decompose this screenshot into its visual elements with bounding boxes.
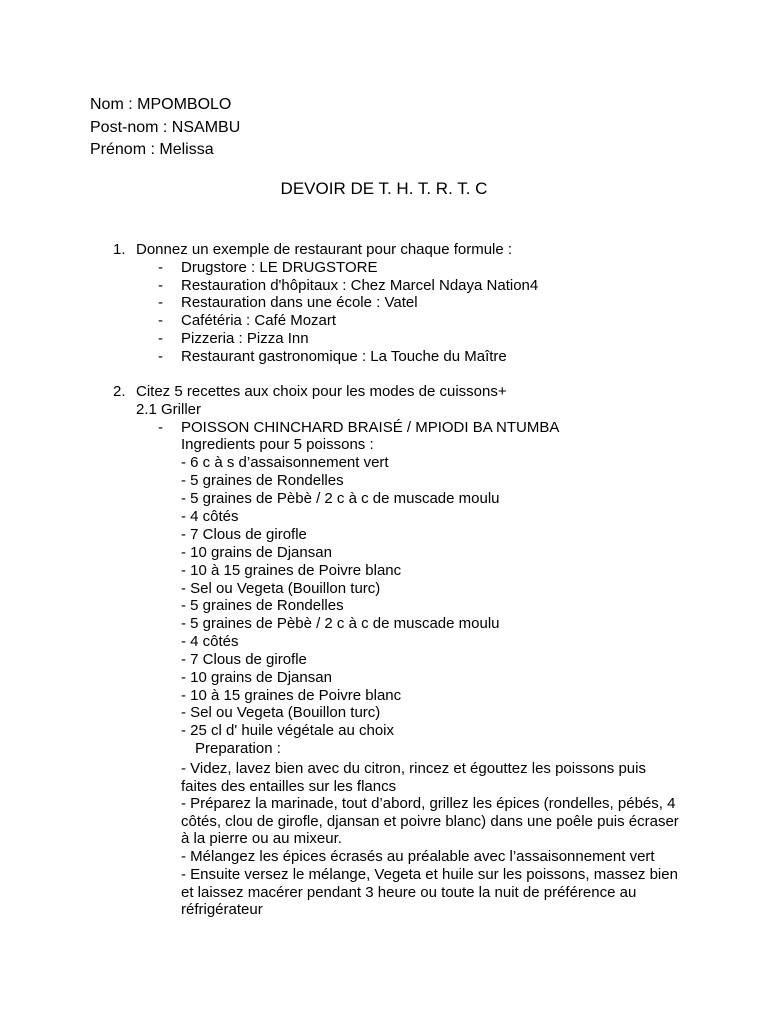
question-2-number: 2. <box>113 383 126 400</box>
ingredient-line: - 25 cl d' huile végétale au choix <box>181 722 394 739</box>
ingredient-line: - 5 graines de Pèbè / 2 c à c de muscade moulu <box>181 490 500 507</box>
question-2-text: Citez 5 recettes aux choix pour les modes de cuissons+ <box>136 383 507 400</box>
student-prenom: Prénom : Melissa <box>90 141 214 158</box>
ingredient-line: - 5 graines de Pèbè / 2 c à c de muscade moulu <box>181 615 500 632</box>
question-1-number: 1. <box>113 241 126 258</box>
student-info <box>90 94 240 162</box>
preparation-step: - Préparez la marinade, tout d’abord, grillez les épices (rondelles, pébés, 4 côtés, clou de girofle, djansan et poivre blanc) dans une poêle puis écraser à la pierre ou au mixeur. <box>181 795 679 848</box>
preparation-step: - Mélangez les épices écrasés au préalable avec l’assaisonnement vert <box>181 848 655 865</box>
ingredients-heading: Ingredients pour 5 poissons : <box>181 436 374 453</box>
ingredient-line: - 4 côtés <box>181 633 239 650</box>
ingredient-line: - 6 c à s d’assaisonnement vert <box>181 454 389 471</box>
document-page: Nom : MPOMBOLO Post-nom : NSAMBU Prénom : Melissa DEVOIR DE T. H. T. R. T. C 1. Donnez un exemple de restaurant pour chaque formule : - Drugstore : LE DRUGSTORE - Restauration d'hôpitaux : Chez Marcel Ndaya Nation4 - Restauration dans une école : Vatel - Cafétéria : Café Mozart - Pizzeria : Pizza Inn - Restaurant gastronomique : La Touche du Maître 2. Citez 5 recettes aux choix pour les modes de cuissons+ 2.1 Griller - POISSON CHINCHARD BRAISÉ / MPIODI BA NTUMBA Ingredients pour 5 poissons : - 6 c à s d’assaisonnement vert - 5 graines de Rondelles - 5 graines de Pèbè / 2 c à c de muscade moulu - 4 côtés - 7 Clous de girofle - 10 grains de Djansan - 10 à 15 graines de Poivre blanc - Sel ou Vegeta (Bouillon turc) - 5 graines de Rondelles - 5 graines de Pèbè / 2 c à c de muscade moulu - 4 côtés - 7 Clous de girofle - 10 grains de Djansan - 10 à 15 graines de Poivre blanc - Sel ou Vegeta (Bouillon turc) - 25 cl d' huile végétale au choix Preparation : - Videz, lavez bien avec du citron, rincez et égouttez les poissons puis faites des entailles sur les flancs - Préparez la marinade, tout d’abord, grillez les épices (rondelles, pébés, 4 côtés, clou de girofle, djansan et poivre blanc) dans une poêle puis écraser à la pierre ou au mixeur. - Mélangez les épices écrasés au préalable avec l’assaisonnement vert - Ensuite versez le mélange, Vegeta et huile sur les poissons, massez bien et laissez macérer pendant 3 heure ou toute la nuit de préférence au réfrigérateur <box>0 0 768 1024</box>
ingredient-line: - 4 côtés <box>181 508 239 525</box>
ingredient-line: - 5 graines de Rondelles <box>181 597 344 614</box>
ingredient-line: - 10 à 15 graines de Poivre blanc <box>181 687 402 704</box>
preparation-heading: Preparation : <box>195 740 281 757</box>
ingredient-line: - 7 Clous de girofle <box>181 651 307 668</box>
ingredient-line: - 7 Clous de girofle <box>181 526 307 543</box>
ingredient-line: - 5 graines de Rondelles <box>181 472 344 489</box>
ingredient-line: - Sel ou Vegeta (Bouillon turc) <box>181 704 381 721</box>
question-1-text: Donnez un exemple de restaurant pour chaque formule : <box>136 241 513 258</box>
subsection-heading: 2.1 Griller <box>136 401 202 418</box>
preparation-step: - Videz, lavez bien avec du citron, rincez et égouttez les poissons puis faites des entailles sur les flancs <box>181 760 646 795</box>
ingredient-line: - 10 grains de Djansan <box>181 544 332 561</box>
student-nom: Nom : MPOMBOLO <box>90 96 232 113</box>
preparation-step: - Ensuite versez le mélange, Vegeta et huile sur les poissons, massez bien et laissez macérer pendant 3 heure ou toute la nuit de préférence au réfrigérateur <box>181 866 678 919</box>
document-title: DEVOIR DE T. H. T. R. T. C <box>280 179 488 198</box>
ingredient-line: - Sel ou Vegeta (Bouillon turc) <box>181 580 381 597</box>
ingredient-line: - 10 à 15 graines de Poivre blanc <box>181 562 402 579</box>
ingredient-line: - 10 grains de Djansan <box>181 669 332 686</box>
student-postnom: Post-nom : NSAMBU <box>90 118 241 136</box>
